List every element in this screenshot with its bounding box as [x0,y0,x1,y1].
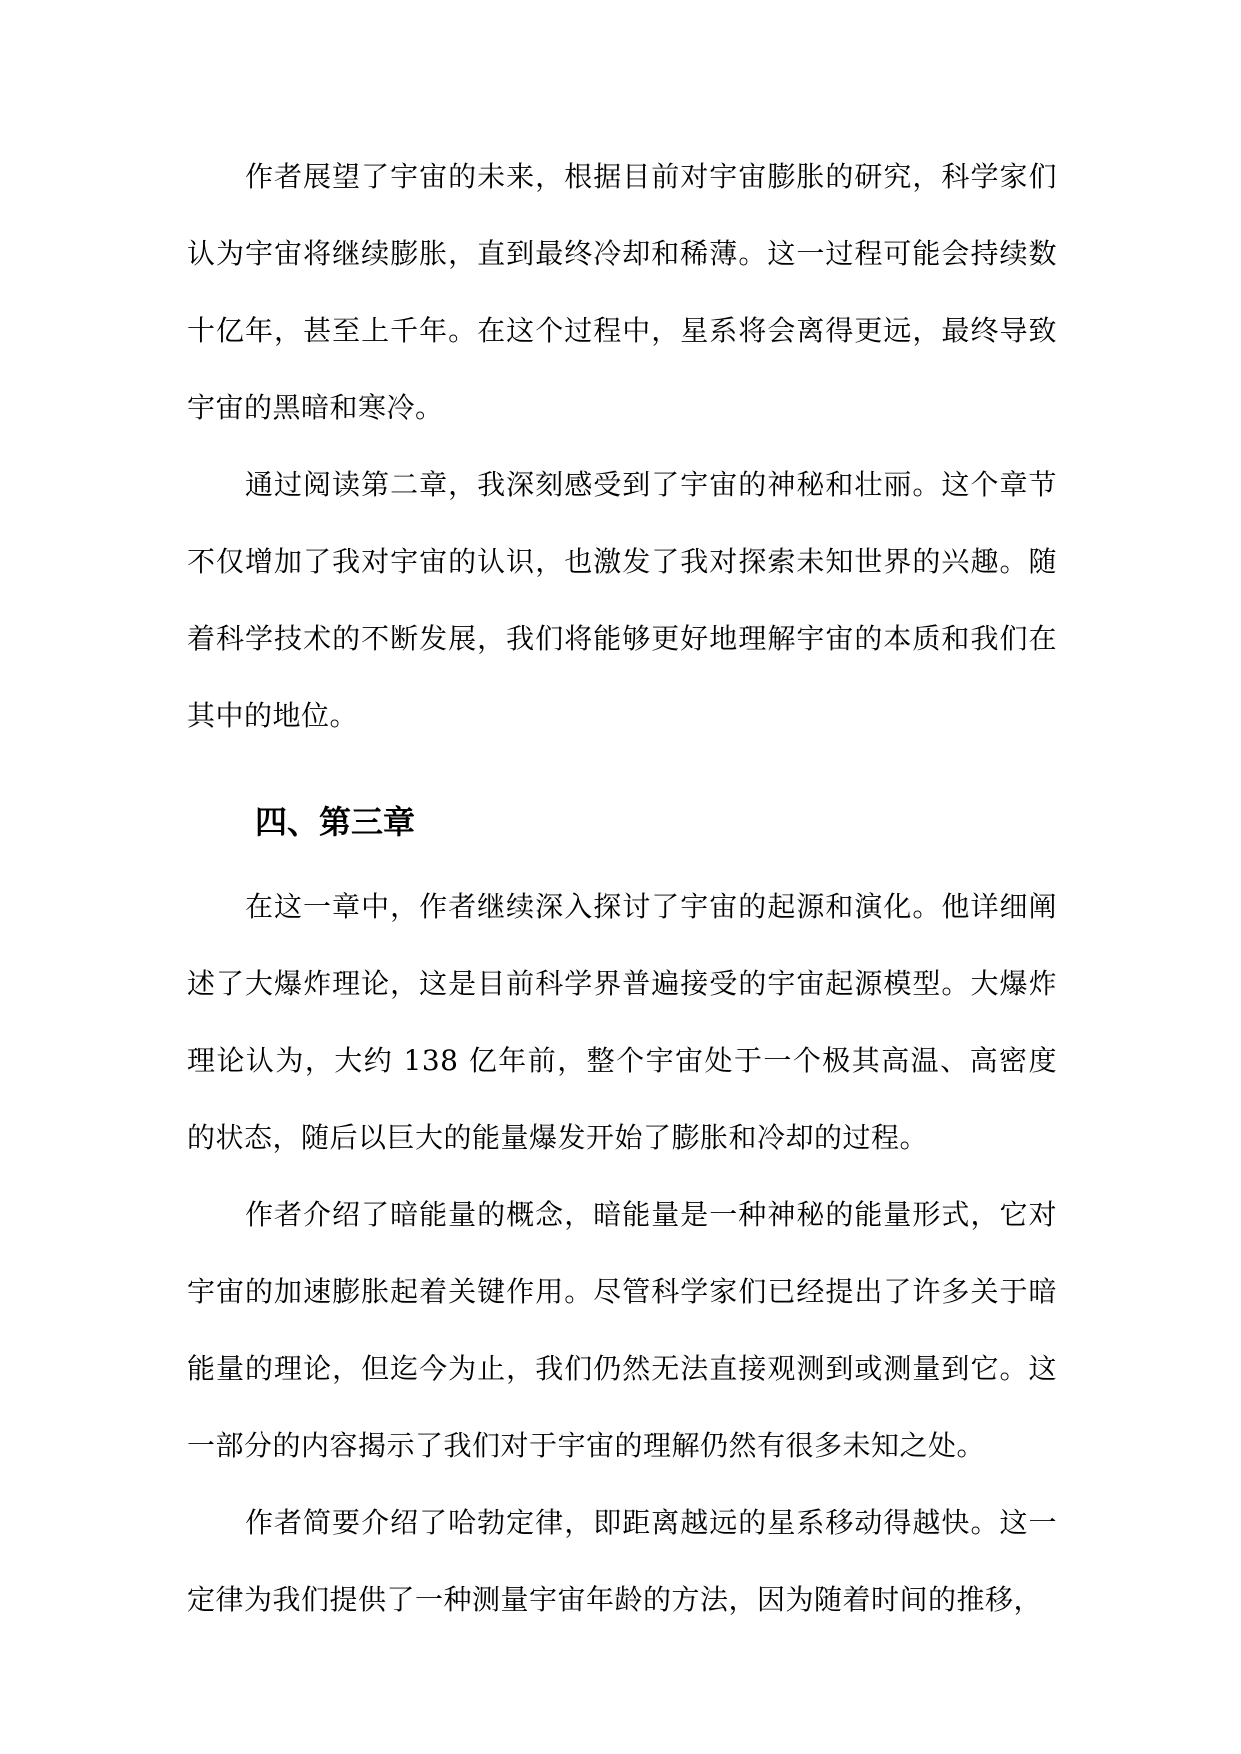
document-body [187,138,1057,1638]
paragraph-big-bang: 在这一章中，作者继续深入探讨了宇宙的起源和演化。他详细阐述了大爆炸理论，这是目前科学界普遍接受的宇宙起源模型。大爆炸理论认为，大约 138 亿年前，整个宇宙处于一个极其高温、高密度的状态，随后以巨大的能量爆发开始了膨胀和冷却的过程。 [187,890,1057,1154]
paragraph-hubble-law: 作者简要介绍了哈勃定律，即距离越远的星系移动得越快。这一定律为我们提供了一种测量宇宙年龄的方法，因为随着时间的推移， [187,1506,1057,1616]
paragraph-chapter-two-reflection: 通过阅读第二章，我深刻感受到了宇宙的神秘和壮丽。这个章节不仅增加了我对宇宙的认识，也激发了我对探索未知世界的兴趣。随着科学技术的不断发展，我们将能够更好地理解宇宙的本质和我们在其中的地位。 [187,468,1057,732]
paragraph-universe-future: 作者展望了宇宙的未来，根据目前对宇宙膨胀的研究，科学家们认为宇宙将继续膨胀，直到最终冷却和稀薄。这一过程可能会持续数十亿年，甚至上千年。在这个过程中，星系将会离得更远，最终导致宇宙的黑暗和寒冷。 [187,160,1057,424]
section-heading-chapter-three: 四、第三章 [255,803,416,841]
paragraph-dark-energy: 作者介绍了暗能量的概念，暗能量是一种神秘的能量形式，它对宇宙的加速膨胀起着关键作用。尽管科学家们已经提出了许多关于暗能量的理论，但迄今为止，我们仍然无法直接观测到或测量到它。这一部分的内容揭示了我们对于宇宙的理解仍然有很多未知之处。 [187,1198,1057,1462]
